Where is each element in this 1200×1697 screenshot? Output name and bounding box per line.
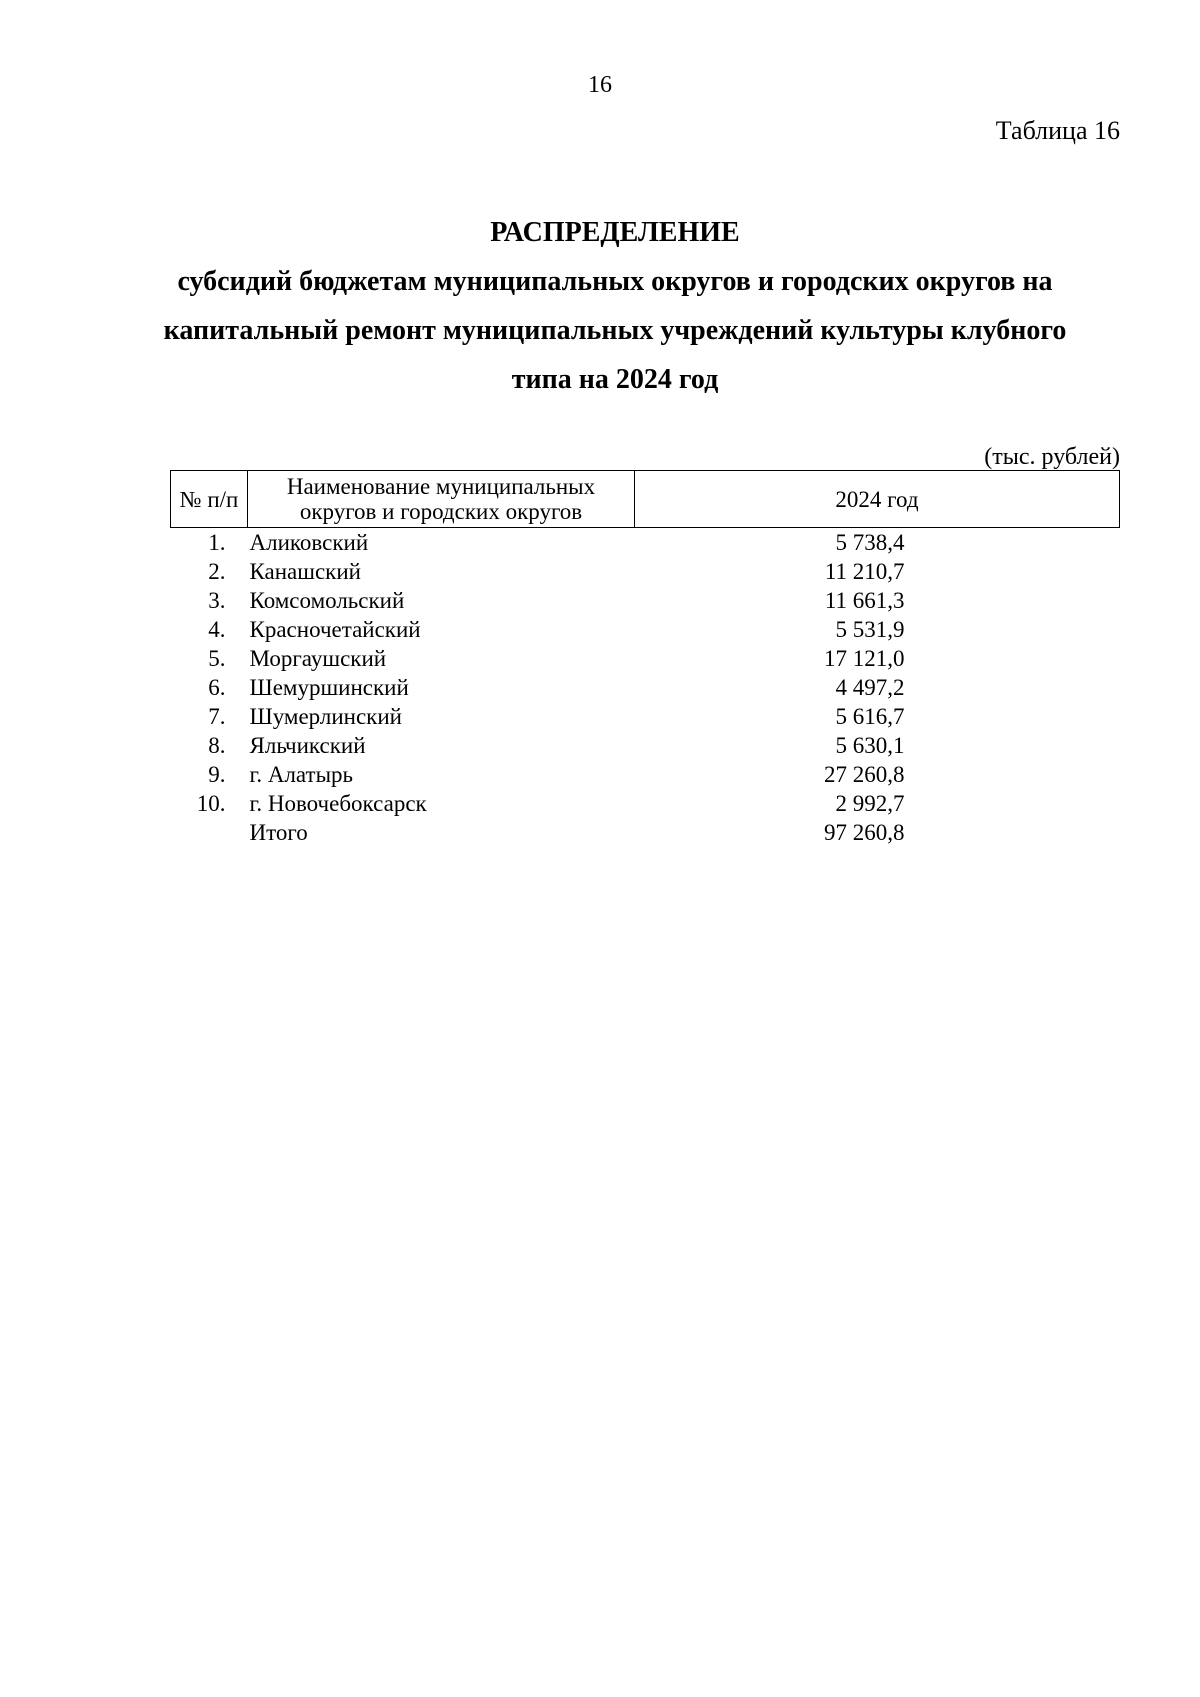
total-row — [171, 818, 1120, 847]
title-heading: РАСПРЕДЕЛЕНИЕ — [490, 217, 740, 248]
header-name: Наименование муниципальных округов и городских округов — [248, 471, 635, 528]
header-year: 2024 год — [635, 471, 1120, 528]
distribution-table — [170, 470, 1120, 847]
document-title — [150, 208, 1080, 404]
row-name: г. Алатырь — [249, 762, 354, 787]
row-name: Канашский — [249, 559, 361, 584]
table-label: Таблица 16 — [995, 116, 1120, 145]
row-number: 6. — [208, 675, 226, 700]
row-number: 9. — [208, 762, 226, 787]
row-value: 2 992,7 — [835, 791, 905, 816]
row-value: 5 738,4 — [835, 530, 905, 555]
table-row — [171, 673, 1120, 702]
total-row-number — [171, 818, 248, 847]
row-name: Шумерлинский — [249, 704, 402, 729]
row-name: Комсомольский — [249, 588, 405, 613]
table-row — [171, 615, 1120, 644]
table-row — [171, 557, 1120, 586]
table-row — [171, 586, 1120, 615]
total-value: 97 260,8 — [824, 820, 905, 845]
row-value: 5 630,1 — [835, 733, 905, 758]
header-number: № п/п — [171, 471, 248, 528]
units-label: (тыс. рублей) — [984, 444, 1120, 470]
row-name: Моргаушский — [249, 646, 387, 671]
row-number: 4. — [208, 617, 226, 642]
row-value: 11 661,3 — [824, 588, 905, 613]
table-header-row — [171, 471, 1120, 528]
table-row — [171, 760, 1120, 789]
row-value: 17 121,0 — [824, 646, 905, 671]
row-name: Аликовский — [249, 530, 369, 555]
table-row — [171, 789, 1120, 818]
row-value: 5 616,7 — [835, 704, 905, 729]
title-subheading: субсидий бюджетам муниципальных округов и городских округов на капитальный ремонт муниципальных учреждений культуры клубного типа на 2024 год — [163, 266, 1067, 395]
table-row — [171, 731, 1120, 760]
table-row — [171, 528, 1120, 558]
table-row — [171, 702, 1120, 731]
row-name: Шемуршинский — [249, 675, 409, 700]
row-number: 5. — [208, 646, 226, 671]
row-name: г. Новочебоксарск — [249, 791, 427, 816]
row-name: Красночетайский — [249, 617, 421, 642]
page-number: 16 — [588, 72, 612, 98]
row-number: 7. — [208, 704, 226, 729]
table-row — [171, 644, 1120, 673]
row-value: 11 210,7 — [824, 559, 905, 584]
row-value: 27 260,8 — [824, 762, 905, 787]
row-number: 3. — [208, 588, 226, 613]
total-label: Итого — [249, 820, 308, 845]
row-number: 8. — [208, 733, 226, 758]
row-number: 2. — [208, 559, 226, 584]
row-number: 10. — [196, 791, 226, 816]
row-number: 1. — [208, 530, 226, 555]
row-value: 5 531,9 — [835, 617, 905, 642]
row-name: Яльчикский — [249, 733, 366, 758]
row-value: 4 497,2 — [835, 675, 905, 700]
